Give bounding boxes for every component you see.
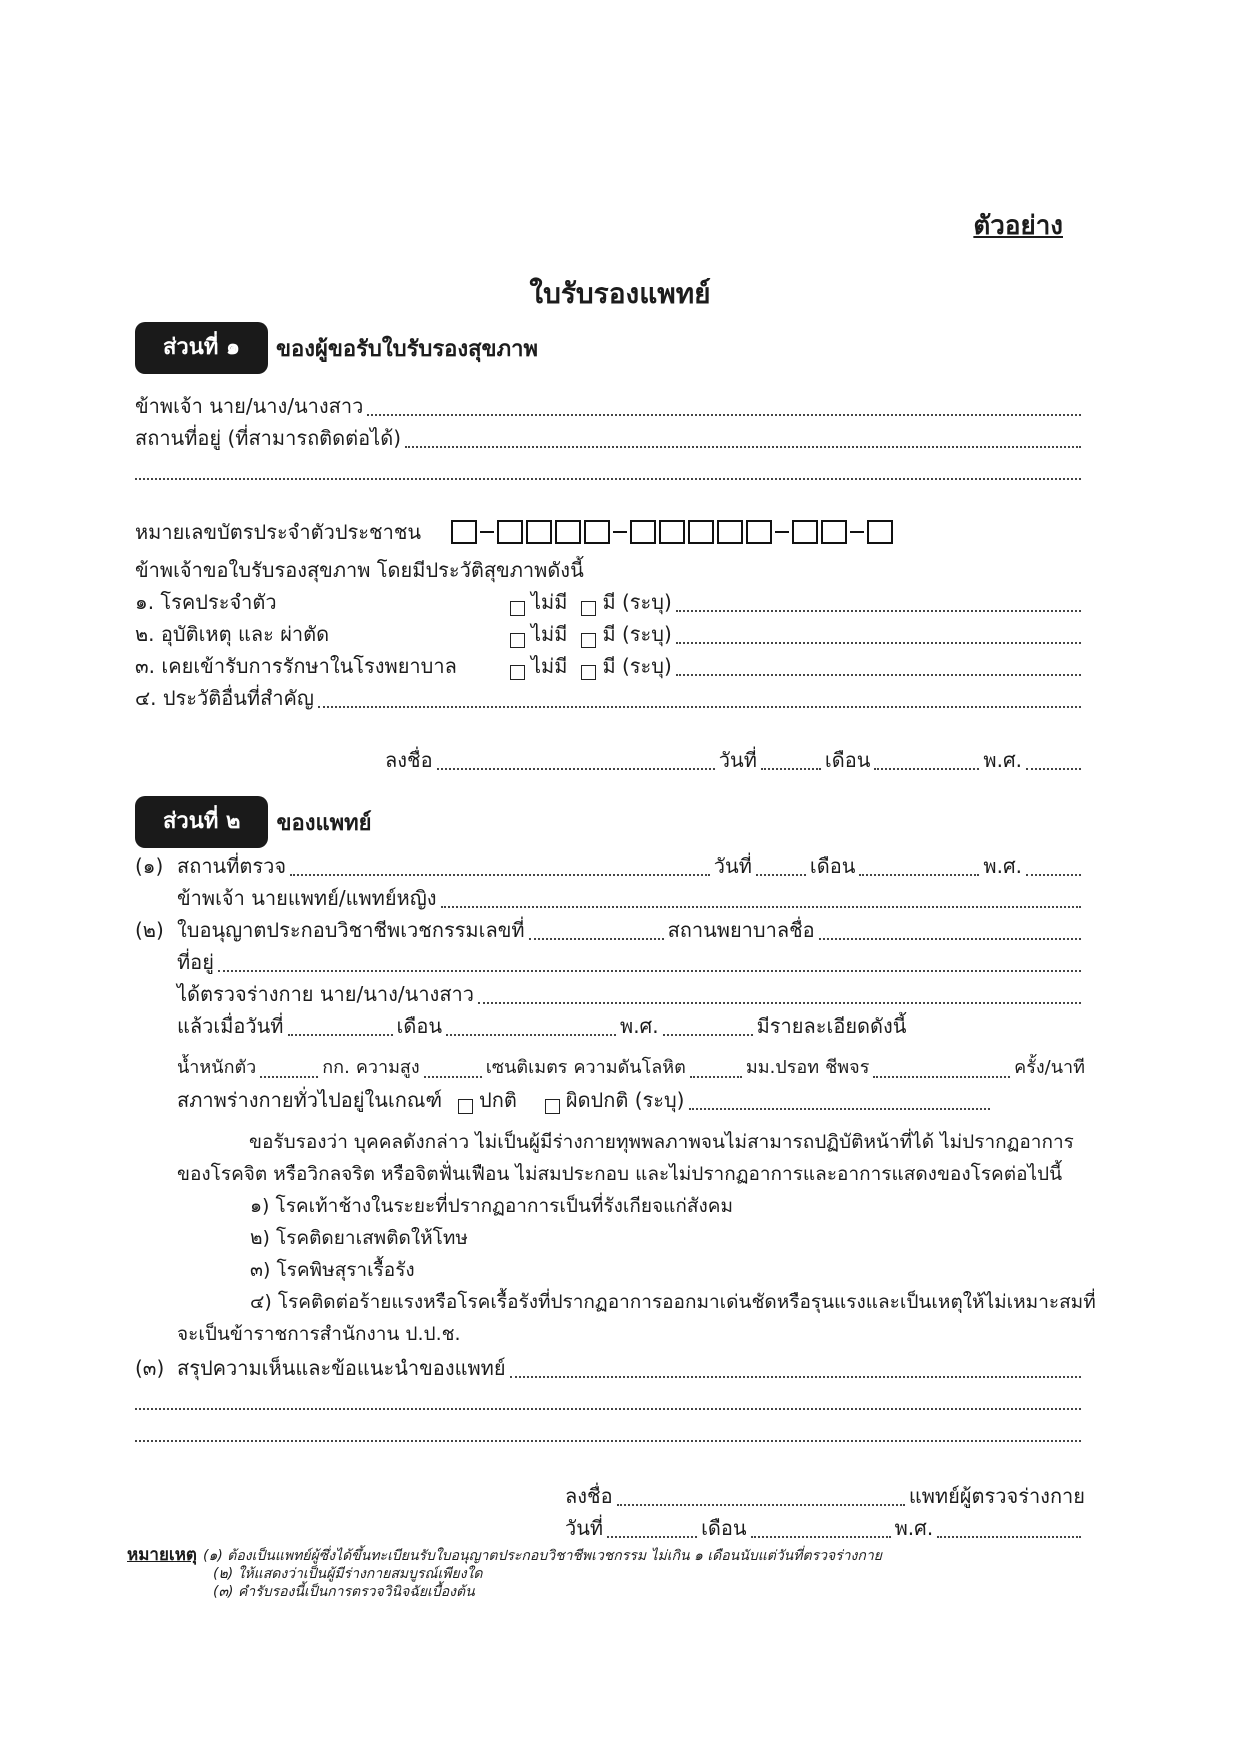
id-digit-box[interactable] [451, 520, 477, 544]
exam-place-blank[interactable] [290, 856, 710, 876]
option-have-label: มี (ระบุ) [602, 654, 672, 678]
year-label: พ.ศ. [983, 748, 1022, 772]
disease-list [135, 1190, 1096, 1318]
history-item-4-label: ๔. ประวัติอื่นที่สำคัญ [135, 686, 314, 710]
doctor-name-blank[interactable] [441, 888, 1081, 908]
date-label: วันที่ [718, 748, 757, 772]
general-condition-row[interactable] [135, 1082, 1085, 1114]
form-title: ใบรับรองแพทย์ [529, 277, 711, 310]
id-digit-box[interactable] [867, 520, 893, 544]
history-item-4-blank[interactable] [318, 688, 1081, 708]
general-condition-label: สภาพร่างกายทั่วไปอยู่ในเกณฑ์ [177, 1088, 443, 1112]
part1-section [135, 322, 1085, 774]
part2-section [135, 796, 1096, 1542]
summary-blank[interactable] [510, 1358, 1081, 1378]
month-label: เดือน [824, 748, 871, 772]
hospital-label: สถานพยาบาลชื่อ [667, 918, 815, 942]
summary-label: สรุปความเห็นและข้อแนะนำของแพทย์ [177, 1356, 506, 1380]
doctor-signature-role: แพทย์ผู้ตรวจร่างกาย [908, 1484, 1085, 1508]
option-have[interactable] [581, 620, 671, 648]
year-blank[interactable] [663, 1016, 753, 1036]
history-item[interactable] [135, 584, 1085, 616]
id-digit-box[interactable] [821, 520, 847, 544]
history-heading-text: ข้าพเจ้าขอใบรับรองสุขภาพ โดยมีประวัติสุขภาพดังนี้ [135, 558, 584, 582]
exam-date-blank[interactable] [288, 1016, 393, 1036]
part1-badge: ส่วนที่ ๑ [135, 322, 268, 374]
checkbox[interactable] [510, 665, 525, 680]
year-blank[interactable] [1026, 750, 1081, 770]
month-blank[interactable] [859, 856, 979, 876]
disease-item: ๒) โรคติดยาเสพติดให้โทษ [250, 1227, 468, 1249]
part1-subtitle: ของผู้ขอรับใบรับรองสุขภาพ [275, 336, 538, 362]
history-item-blank[interactable] [676, 656, 1081, 676]
year-label: พ.ศ. [983, 854, 1022, 878]
applicant-address-continue[interactable] [135, 452, 1085, 484]
id-digit-box[interactable] [792, 520, 818, 544]
id-digit-box[interactable] [555, 520, 581, 544]
license-row[interactable] [135, 912, 1085, 944]
doctor-name-row[interactable] [135, 880, 1085, 912]
year-blank[interactable] [1026, 856, 1081, 876]
option-have-label: มี (ระบุ) [602, 590, 672, 614]
height-label: ความสูง [355, 1057, 420, 1078]
license-blank[interactable] [529, 920, 664, 940]
history-heading [135, 552, 1085, 584]
doctor-signature-row[interactable] [135, 1478, 1085, 1510]
kg-unit: กก. [322, 1057, 350, 1078]
disease-item: ๑) โรคเท้าช้างในระยะที่ปรากฏอาการเป็นที่รังเกียจแก่สังคม [250, 1195, 734, 1217]
month-blank[interactable] [874, 750, 979, 770]
license-label: ใบอนุญาตประกอบวิชาชีพเวชกรรมเลขที่ [177, 918, 525, 942]
date-blank[interactable] [607, 1518, 697, 1538]
option-none[interactable] [510, 620, 567, 648]
year-label: พ.ศ. [894, 1516, 934, 1540]
note-line: (๒) ให้แสดงว่าเป็นผู้มีร่างกายสมบูรณ์เพียงใด [213, 1566, 483, 1582]
id-digit-box[interactable] [630, 520, 656, 544]
id-digit-box[interactable] [526, 520, 552, 544]
history-item-blank[interactable] [676, 592, 1081, 612]
id-digit-box[interactable] [688, 520, 714, 544]
doctor-date-row[interactable] [135, 1510, 1085, 1542]
certification-paragraph [135, 1126, 1085, 1190]
details-label: มีรายละเอียดดังนี้ [756, 1014, 907, 1038]
checkbox[interactable] [581, 665, 596, 680]
note-line: (๑) ต้องเป็นแพทย์ผู้ซึ่งได้ขึ้นทะเบียนรับใบอนุญาตประกอบวิชาชีพเวชกรรม ไม่เกิน ๑ เดือนนับแต่วันที่ตรวจร่างกาย [202, 1548, 882, 1564]
note-line: (๓) คำรับรองนี้เป็นการตรวจวินิจฉัยเบื้องต้น [213, 1584, 475, 1600]
id-separator [775, 531, 789, 534]
checkbox[interactable] [545, 1099, 560, 1114]
option-abnormal-label: ผิดปกติ (ระบุ) [565, 1088, 685, 1112]
applicant-signature-row[interactable] [135, 742, 1085, 774]
summary-continue[interactable] [135, 1414, 1085, 1446]
checkbox[interactable] [581, 601, 596, 616]
option-normal-label: ปกติ [479, 1088, 517, 1112]
id-separator [613, 531, 627, 534]
citizen-id-field[interactable] [135, 512, 1085, 552]
month-label: เดือน [809, 854, 856, 878]
doctor-name-label: ข้าพเจ้า นายแพทย์/แพทย์หญิง [177, 886, 437, 910]
sample-label: ตัวอย่าง [973, 211, 1063, 241]
summary-blank-2[interactable] [135, 1390, 1081, 1410]
year-blank[interactable] [937, 1518, 1081, 1538]
examined-person-label: ได้ตรวจร่างกาย นาย/นาง/นางสาว [177, 982, 474, 1006]
certification-line-2: ของโรคจิต หรือวิกลจริต หรือจิตฟั่นเฟือน ไม่สมประกอบ และไม่ปรากฏอาการและอาการแสดงของโรคต่อไปนี้ [177, 1163, 1063, 1185]
option-none-label: ไม่มี [531, 622, 568, 646]
checkbox[interactable] [581, 633, 596, 648]
checkbox[interactable] [510, 601, 525, 616]
citizen-id-label: หมายเลขบัตรประจำตัวประชาชน [135, 520, 422, 544]
applicant-name-field[interactable] [135, 388, 1085, 420]
option-have[interactable] [581, 652, 671, 680]
option-have[interactable] [581, 588, 671, 616]
notes-label: หมายเหตุ [127, 1545, 197, 1565]
doctor-address-row[interactable] [135, 944, 1085, 976]
doctor-signature-label: ลงชื่อ [565, 1484, 613, 1508]
part2-badge: ส่วนที่ ๒ [135, 796, 268, 848]
examined-person-blank[interactable] [478, 984, 1081, 1004]
month-label: เดือน [701, 1516, 747, 1540]
height-blank[interactable] [424, 1058, 482, 1078]
bp-blank[interactable] [690, 1058, 742, 1078]
summary-continue[interactable] [135, 1382, 1085, 1414]
bpm-unit: ครั้ง/นาที [1014, 1057, 1085, 1078]
history-item-label: ๑. โรคประจำตัว [135, 590, 277, 614]
weight-label: น้ำหนักตัว [177, 1057, 257, 1078]
id-separator [480, 531, 494, 534]
history-item-label: ๓. เคยเข้ารับการรักษาในโรงพยาบาล [135, 654, 457, 678]
history-item-label: ๒. อุบัติเหตุ และ ผ่าตัด [135, 622, 330, 646]
item-number-1: (๑) [135, 854, 164, 878]
date-label: วันที่ [565, 1516, 604, 1540]
date-label: วันที่ [713, 854, 752, 878]
disease-4-continuation: จะเป็นข้าราชการสำนักงาน ป.ป.ช. [177, 1323, 461, 1345]
citizen-id-boxes[interactable] [451, 520, 896, 544]
notes-first-line [127, 1546, 882, 1565]
history-item-blank[interactable] [676, 624, 1081, 644]
certification-line-1: ขอรับรองว่า บุคคลดังกล่าว ไม่เป็นผู้มีร่างกายทุพพลภาพจนไม่สามารถปฏิบัติหน้าที่ได้ ไม่ปรากฏอาการ [249, 1131, 1074, 1153]
signature-blank[interactable] [437, 750, 715, 770]
option-none[interactable] [510, 588, 567, 616]
mmhg-unit: มม.ปรอท [745, 1057, 820, 1078]
applicant-name-label: ข้าพเจ้า นาย/นาง/นางสาว [135, 394, 364, 418]
part1-header [135, 322, 1085, 374]
date-blank[interactable] [756, 856, 806, 876]
history-item[interactable] [135, 648, 1085, 680]
option-none-label: ไม่มี [531, 590, 568, 614]
item-number-3: (๓) [135, 1356, 165, 1380]
abnormal-blank[interactable] [689, 1090, 991, 1110]
exam-place-row[interactable] [135, 848, 1085, 880]
applicant-address-blank[interactable] [405, 428, 1081, 448]
option-normal[interactable] [458, 1086, 517, 1114]
month-blank[interactable] [751, 1518, 891, 1538]
pulse-label: ชีพจร [825, 1057, 870, 1078]
bp-label: ความดันโลหิต [573, 1057, 686, 1078]
month-label: เดือน [396, 1014, 443, 1038]
vitals-row[interactable] [135, 1050, 1085, 1082]
doctor-signature-blank[interactable] [617, 1486, 905, 1506]
option-abnormal[interactable] [545, 1086, 685, 1114]
examined-person-row[interactable] [135, 976, 1085, 1008]
id-digit-box[interactable] [717, 520, 743, 544]
option-have-label: มี (ระบุ) [602, 622, 672, 646]
id-digit-box[interactable] [659, 520, 685, 544]
part2-header [135, 796, 1085, 848]
applicant-address-label: สถานที่อยู่ (ที่สามารถติดต่อได้) [135, 426, 402, 450]
notes-block [127, 1546, 882, 1601]
item-number-2: (๒) [135, 918, 164, 942]
history-item-4[interactable] [135, 680, 1085, 712]
signature-label: ลงชื่อ [385, 748, 433, 772]
pulse-blank[interactable] [873, 1058, 1010, 1078]
applicant-name-blank[interactable] [367, 396, 1081, 416]
option-none-label: ไม่มี [531, 654, 568, 678]
checkbox[interactable] [458, 1099, 473, 1114]
id-digit-box[interactable] [746, 520, 772, 544]
id-digit-box[interactable] [497, 520, 523, 544]
applicant-address-blank-2[interactable] [135, 460, 1081, 480]
exam-date-label: แล้วเมื่อวันที่ [177, 1014, 284, 1038]
date-blank[interactable] [761, 750, 821, 770]
option-none[interactable] [510, 652, 567, 680]
doctor-address-blank[interactable] [218, 952, 1081, 972]
checkbox[interactable] [510, 633, 525, 648]
disease-item: ๔) โรคติดต่อร้ายแรงหรือโรคเรื้อรังที่ปรากฏอาการออกมาเด่นชัดหรือรุนแรงและเป็นเหตุให้ไม่เหมาะสมที่ [250, 1291, 1096, 1313]
weight-blank[interactable] [260, 1058, 318, 1078]
exam-date-row[interactable] [135, 1008, 1085, 1040]
applicant-address-field[interactable] [135, 420, 1085, 452]
exam-place-label: สถานที่ตรวจ [177, 854, 287, 878]
history-item[interactable] [135, 616, 1085, 648]
cm-unit: เซนติเมตร [485, 1057, 568, 1078]
month-blank[interactable] [446, 1016, 616, 1036]
year-label: พ.ศ. [620, 1014, 659, 1038]
disease-item: ๓) โรคพิษสุราเรื้อรัง [250, 1259, 415, 1281]
summary-row[interactable] [135, 1350, 1085, 1382]
id-separator [850, 531, 864, 534]
hospital-blank[interactable] [819, 920, 1081, 940]
id-digit-box[interactable] [584, 520, 610, 544]
part2-subtitle: ของแพทย์ [276, 810, 372, 836]
doctor-address-label: ที่อยู่ [177, 950, 214, 974]
summary-blank-3[interactable] [135, 1422, 1081, 1442]
